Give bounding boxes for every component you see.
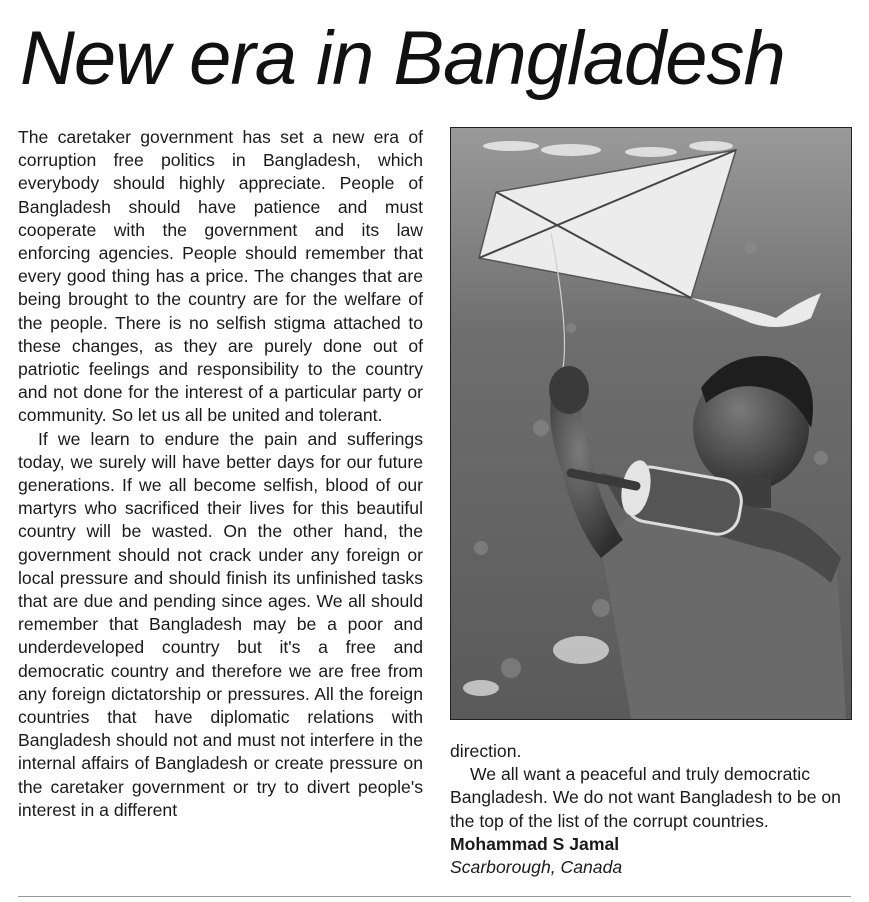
kite-boy-photo bbox=[450, 127, 852, 720]
body-paragraph-1: The caretaker government has set a new era of corruption free politics in Bangladesh, which everybody should highly appreciate. People of Bangladesh should have patience and must cooperate with the government and its law enforcing agencies. People should remember that every good thing has a price. The changes that are being brought to the country are for the welfare of the people. There is no selfish stigma attached to these changes, as they are purely done out of patriotic feelings and responsibility to the country and not done for the interest of a particular party or community. So let us all be united and tolerant. bbox=[18, 127, 423, 426]
headline: New era in Bangladesh bbox=[20, 16, 785, 101]
right-column bbox=[450, 740, 858, 879]
body-paragraph-3: We all want a peaceful and truly democratic Bangladesh. We do not want Bangladesh to be on the top of the list of the corrupt countries. bbox=[450, 764, 841, 831]
author-name: Mohammad S Jamal bbox=[450, 833, 620, 854]
left-column bbox=[18, 126, 423, 822]
photo-illustration bbox=[451, 128, 851, 719]
body-paragraph-2: If we learn to endure the pain and sufferings today, we surely will have better days for our future generations. If we all become selfish, blood of our martyrs who sacrificed their lives for this beautiful country will be wasted. On the other hand, the government should not crack under any foreign or local pressure and should finish its unfinished tasks that are due and pending since ages. We all should remember that Bangladesh may be a poor and underdeveloped country but it's a free and democratic country and therefore we are free from any foreign dictatorship or pressures. All the foreign countries that have diplomatic relations with Bangladesh should not and must not interfere in the internal affairs of Bangladesh or create pressure on the caretaker government or try to divert people's interest in a different bbox=[18, 428, 423, 820]
author-location: Scarborough, Canada bbox=[450, 857, 623, 878]
bottom-divider bbox=[18, 896, 851, 897]
body-paragraph-2-continued: direction. bbox=[450, 741, 522, 761]
